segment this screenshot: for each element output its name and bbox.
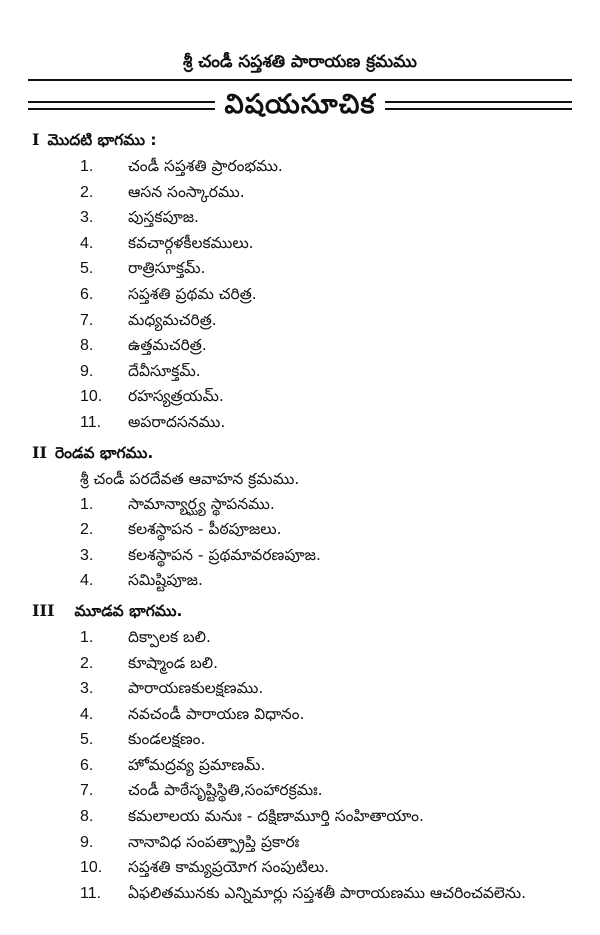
item-text: మధ్యమచరిత్ర. xyxy=(128,310,217,329)
part-roman-numeral: III xyxy=(32,600,55,620)
item-text: సప్తశతి కామ్యప్రయోగ సంపుటిలు. xyxy=(128,858,330,877)
part-label: రెండవ భాగము. xyxy=(54,443,154,462)
part-heading xyxy=(32,126,580,154)
item-number: 10. xyxy=(80,388,103,406)
list-item xyxy=(32,753,580,779)
part-1-list xyxy=(32,154,580,436)
list-item xyxy=(32,625,580,651)
item-text: కవచార్గళకీలకములు. xyxy=(128,233,254,252)
list-item xyxy=(32,855,580,881)
list-item xyxy=(32,384,580,410)
item-number: 2. xyxy=(80,654,94,672)
item-number: 4. xyxy=(80,705,94,723)
list-item xyxy=(32,543,580,569)
item-number: 9. xyxy=(80,833,94,851)
list-item xyxy=(32,568,580,594)
list-item xyxy=(32,651,580,677)
list-item xyxy=(32,492,580,518)
part-intro: శ్రీ చండీ పరదేవత ఆవాహన క్రమము. xyxy=(80,469,300,488)
item-text: నానావిధ సంపత్ప్రాప్తి ప్రకారః xyxy=(128,832,300,851)
list-item xyxy=(32,517,580,543)
section-title: విషయసూచిక xyxy=(224,89,376,120)
part-roman-numeral: I xyxy=(32,130,40,149)
item-text: సమిష్టిపూజ. xyxy=(128,571,203,590)
part-3-list xyxy=(32,625,580,907)
item-text: కుండలక్షణం. xyxy=(128,730,206,749)
part-heading xyxy=(32,597,580,625)
list-item xyxy=(32,410,580,436)
list-item xyxy=(32,359,580,385)
list-item xyxy=(32,180,580,206)
item-number: 6. xyxy=(80,756,94,774)
item-text: రహస్యత్రయమ్. xyxy=(128,387,224,406)
list-item xyxy=(32,154,580,180)
list-item xyxy=(32,282,580,308)
part-label: మొదటి భాగము : xyxy=(47,131,157,149)
part-3 xyxy=(32,597,580,907)
item-number: 9. xyxy=(80,362,94,380)
item-number: 1. xyxy=(80,158,94,175)
item-number: 10. xyxy=(80,859,103,877)
item-number: 7. xyxy=(80,311,94,329)
item-number: 8. xyxy=(80,337,94,355)
part-2 xyxy=(32,439,580,594)
item-number: 3. xyxy=(80,680,94,698)
part-roman-numeral: II xyxy=(32,442,47,462)
item-text: ఏఫలితమునకు ఎన్నిమార్లు సప్తశతీ పారాయణము ఆచరించవలెను. xyxy=(128,883,527,902)
item-number: 1. xyxy=(80,628,94,646)
item-number: 7. xyxy=(80,782,94,800)
list-item xyxy=(32,702,580,728)
item-text: చండీ పాఠేసృష్టిస్థితి,సంహారక్రమః. xyxy=(128,781,323,800)
item-number: 8. xyxy=(80,808,94,826)
item-number: 3. xyxy=(80,209,94,227)
list-item xyxy=(32,256,580,282)
list-item xyxy=(32,881,580,907)
item-text: నవచండీ పారాయణ విధానం. xyxy=(128,704,305,723)
item-text: ఉత్తమచరిత్ర. xyxy=(128,336,207,355)
part-2-list xyxy=(32,492,580,594)
item-number: 5. xyxy=(80,731,94,749)
list-item xyxy=(32,804,580,830)
item-number: 2. xyxy=(80,521,94,539)
item-text: ఆసన సంస్కారము. xyxy=(128,182,245,201)
item-text: దిక్పాలక బలి. xyxy=(128,627,211,646)
item-text: కమలాలయ మనుః - దక్షిణామూర్తి సంహితాయాం. xyxy=(128,807,424,826)
item-number: 11. xyxy=(80,413,102,431)
table-of-contents xyxy=(32,126,580,906)
item-text: కూష్మాండ బలి. xyxy=(128,653,219,672)
item-number: 4. xyxy=(80,234,94,252)
list-item xyxy=(32,727,580,753)
item-text: పుస్తకపూజ. xyxy=(128,208,199,227)
item-text: అపరాదసనము. xyxy=(128,412,226,431)
item-number: 5. xyxy=(80,260,94,278)
section-title-row xyxy=(28,88,572,122)
item-number: 1. xyxy=(80,495,94,513)
item-number: 3. xyxy=(80,546,94,564)
title-double-rule-left xyxy=(28,101,215,110)
running-header: శ్రీ చండీ సప్తశతి పారాయణ క్రమము xyxy=(183,52,417,72)
item-number: 11. xyxy=(80,884,102,902)
list-item xyxy=(32,308,580,334)
item-text: రాత్రిసూక్తమ్. xyxy=(128,259,206,278)
item-text: సామాన్యార్ఘ్య స్థాపనము. xyxy=(128,494,275,513)
item-text: సప్తశతి ప్రథమ చరిత్ర. xyxy=(128,284,257,303)
item-number: 2. xyxy=(80,183,94,201)
list-item xyxy=(32,205,580,231)
part-heading xyxy=(32,439,580,467)
item-text: పారాయణకులక్షణము. xyxy=(128,679,264,698)
item-text: హోమద్రవ్య ప్రమాణమ్. xyxy=(128,755,266,774)
item-number: 4. xyxy=(80,572,94,590)
list-item xyxy=(32,778,580,804)
title-double-rule-right xyxy=(385,101,572,110)
list-item xyxy=(32,676,580,702)
part-1 xyxy=(32,126,580,436)
item-text: కలశస్థాపన - పీఠపూజలు. xyxy=(128,520,282,539)
list-item xyxy=(32,830,580,856)
item-text: కలశస్థాపన - ప్రథమావరణపూజ. xyxy=(128,545,321,564)
list-item xyxy=(32,231,580,257)
header-rule xyxy=(28,79,572,81)
item-text: చండీ సప్తశతి ప్రారంభము. xyxy=(128,157,283,175)
item-text: దేవీసూక్తమ్. xyxy=(128,361,201,380)
part-label: మూడవ భాగము. xyxy=(74,601,183,620)
item-number: 6. xyxy=(80,285,94,303)
list-item xyxy=(32,333,580,359)
